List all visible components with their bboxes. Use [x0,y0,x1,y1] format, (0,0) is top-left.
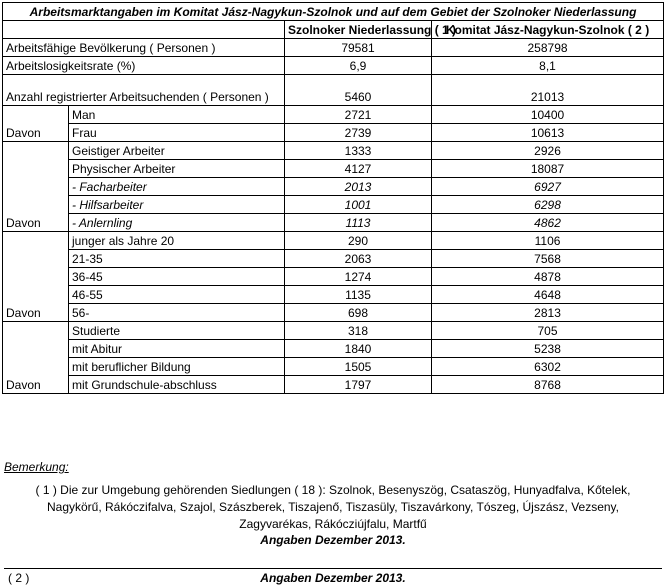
remark-note-1-date: Angaben Dezember 2013. [260,533,406,547]
row-label: junger als Jahre 20 [69,232,285,250]
row-value-2: 2813 [432,304,664,322]
row-label: Man [69,106,285,124]
row-value-1: 4127 [285,160,432,178]
row-label: Geistiger Arbeiter [69,142,285,160]
row-value-2: 6927 [432,178,664,196]
row-value-1: 1840 [285,340,432,358]
row-label: mit beruflicher Bildung [69,358,285,376]
remark-note-2 [4,568,662,585]
header-blank [3,21,285,39]
row-value-2: 21013 [432,75,664,106]
row-value-2: 4648 [432,286,664,304]
row-value-1: 6,9 [285,57,432,75]
row-label: Arbeitslosigkeitsrate (%) [3,57,285,75]
row-label: 21-35 [69,250,285,268]
remarks-title: Bemerkung: [4,460,69,474]
statistics-sheet [2,2,663,394]
remark-note-2-number: ( 2 ) [8,571,30,585]
labor-market-table [2,2,664,394]
row-value-2: 1106 [432,232,664,250]
davon-label: Davon [3,142,69,232]
row-value-1: 1505 [285,358,432,376]
row-label: - Hilfsarbeiter [69,196,285,214]
row-value-2: 10613 [432,124,664,142]
row-value-2: 705 [432,322,664,340]
row-value-1: 5460 [285,75,432,106]
row-label: Arbeitsfähige Bevölkerung ( Personen ) [3,39,285,57]
row-label: 56- [69,304,285,322]
row-value-2: 4862 [432,214,664,232]
row-value-2: 258798 [432,39,664,57]
row-value-1: 1797 [285,376,432,394]
col-header-niederlassung: Szolnoker Niederlassung ( 1 ) [285,21,432,39]
row-value-1: 1274 [285,268,432,286]
davon-label: Davon [3,106,69,142]
row-label: Frau [69,124,285,142]
col-header-komitat: Komitat Jász-Nagykun-Szolnok ( 2 ) [432,21,664,39]
row-value-2: 6302 [432,358,664,376]
row-label: Physischer Arbeiter [69,160,285,178]
row-value-1: 2063 [285,250,432,268]
remark-note-1: ( 1 ) Die zur Umgebung gehörenden Siedlungen ( 18 ): Szolnok, Besenyszög, Csataszög, Hunyadfalva, Kőtelek, Nagykörű, Rákóczifalva, Szajol, Szászberek, Tiszajenő, Tiszasüly, Tiszavárkony, Tószeg, Újszász, Vezseny, Zagyvarékas, Rákócziújfalu, Martfű [35,483,631,531]
row-value-1: 1135 [285,286,432,304]
row-label: Anzahl registrierter Arbeitsuchenden ( Personen ) [3,75,285,106]
row-value-1: 318 [285,322,432,340]
row-label: - Facharbeiter [69,178,285,196]
davon-label: Davon [3,322,69,394]
row-value-2: 10400 [432,106,664,124]
row-value-2: 18087 [432,160,664,178]
row-label: mit Grundschule-abschluss [69,376,285,394]
row-value-2: 6298 [432,196,664,214]
row-value-2: 4878 [432,268,664,286]
row-label: 36-45 [69,268,285,286]
table-title: Arbeitsmarktangaben im Komitat Jász-Nagykun-Szolnok und auf dem Gebiet der Szolnoker Niederlassung [3,3,664,21]
row-value-1: 79581 [285,39,432,57]
row-value-2: 8,1 [432,57,664,75]
remarks-section [4,460,662,585]
row-value-2: 5238 [432,340,664,358]
davon-label: Davon [3,232,69,322]
row-value-1: 698 [285,304,432,322]
row-label: Studierte [69,322,285,340]
row-value-1: 2721 [285,106,432,124]
row-value-2: 8768 [432,376,664,394]
row-label: - Anlernling [69,214,285,232]
row-value-2: 2926 [432,142,664,160]
row-value-1: 1333 [285,142,432,160]
row-value-1: 1001 [285,196,432,214]
row-value-2: 7568 [432,250,664,268]
row-value-1: 1113 [285,214,432,232]
row-value-1: 2739 [285,124,432,142]
row-label: 46-55 [69,286,285,304]
remark-note-2-date: Angaben Dezember 2013. [260,571,406,585]
row-value-1: 290 [285,232,432,250]
row-label: mit Abitur [69,340,285,358]
row-value-1: 2013 [285,178,432,196]
